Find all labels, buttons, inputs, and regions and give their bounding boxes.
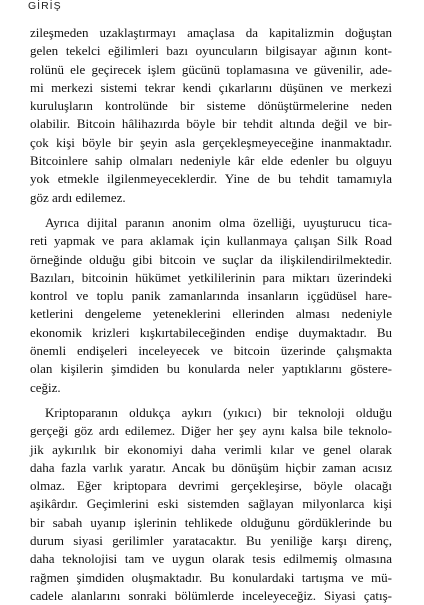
text-line: gerçeği göz ardı edilemez. Diğer her şey aynı kalsa bile teknolo- (30, 423, 392, 439)
text-line: daha fazla varlık yaratır. Ancak bu dönüşüm hiçbir zaman acısız (30, 459, 392, 475)
text-line: jik aykırılık bir ekonomiyi daha verimli kılar ve genel olarak (30, 441, 392, 457)
text-line: çok kişi böyle bir şeyin asla gerçekleşmeyeceğine inanmaktadır. (30, 134, 392, 150)
text-line: göz ardı edilemez. (30, 189, 126, 205)
running-head: GİRİŞ (28, 0, 62, 12)
text-line: durum siyasi gerilimler yaratacaktır. Bu yeniliğe karşı direnç, (30, 533, 392, 549)
paragraph-gap (30, 397, 392, 404)
text-line: örneğinde olduğu gibi bitcoin ve suçlar da ilişkilendirilmektedir. (30, 251, 392, 267)
text-line: yok etmekle ilgilenmeyeceklerdir. Yine de bu tehdit tamamıyla (30, 171, 392, 187)
text-line: mi merkezi sistemi tekrar kendi çıkarlarını düşünen ve merkezi (30, 79, 392, 95)
text-line: ekonomik krizleri kışkırtabileceğinden endişe duymaktadır. Bu (30, 324, 392, 340)
text-line: cadele alanlarını sonraki bölümlerde inceleyeceğiz. Siyasi çatış- (30, 587, 392, 603)
text-line: Ayrıca dijital paranın anonim olma özelliği, uyuşturucu tica- (45, 214, 392, 230)
text-line: bir sabah uyanıp işlerinin tehlikede olduğunu gördüklerinde bu (30, 514, 392, 530)
text-line: ceğiz. (30, 379, 61, 395)
text-line: ketlerini dengeleme yeteneklerini ellerinden alması nedeniyle (30, 306, 392, 322)
text-line: kontrol ve toplu panik zamanlarında insanların içgüdüsel hare- (30, 288, 392, 304)
text-line: olmaz. Eğer kriptopara devrimi gerçekleşirse, böyle olacağı (30, 478, 392, 494)
paragraph (30, 214, 392, 397)
body-text (30, 24, 392, 605)
paragraph (30, 404, 392, 605)
text-line: zileşmeden uzaklaştırmayı amaçlasa da kapitalizmin doğuştan (30, 25, 392, 40)
text-line: rağmen şimdiden oluşmaktadır. Bu konulardaki tartışma ve mü- (30, 569, 392, 585)
text-line: gelen tekelci eğilimleri bazı oyuncuların bilgisayar ağının kont- (30, 43, 392, 59)
text-line: önemli endişeleri inceleyecek ve bitcoin üzerinde çalışmakta (30, 343, 392, 359)
text-line: Bazıları, bitcoinin hükümet yetkililerinin para miktarı üzerindeki (30, 269, 392, 285)
text-line: olabilir. Bitcoin hâlihazırda böyle bir tehdit altında değil ve bir- (30, 116, 392, 132)
text-line: daha teknolojisi tam ve uygun olarak tesis edilmemiş olmasına (30, 551, 392, 567)
text-line: Kriptoparanın oldukça aykırı (yıkıcı) bir teknoloji olduğu (45, 404, 392, 420)
text-line: olan kişilerin şimdiden bu konularda neler yaptıklarını göstere- (30, 361, 392, 377)
paragraph (30, 24, 392, 207)
text-line: kuruluşların kontrolünde bir sisteme dönüştürmelerine neden (30, 98, 392, 114)
text-line: aşikârdır. Geçimlerini eski sistemden sağlayan milyonlarca kişi (30, 496, 392, 512)
text-line: Bitcoinlere sahip olmaları nedeniyle kâr elde edenler bu olguyu (30, 153, 392, 169)
text-line: rolünü ele geçirecek işlem gücünü toplamasına ve güvenilir, ade- (30, 61, 392, 77)
text-line: reti yapmak ve para aklamak için kullanmaya çalışan Silk Road (30, 233, 392, 249)
paragraph-gap (30, 207, 392, 214)
